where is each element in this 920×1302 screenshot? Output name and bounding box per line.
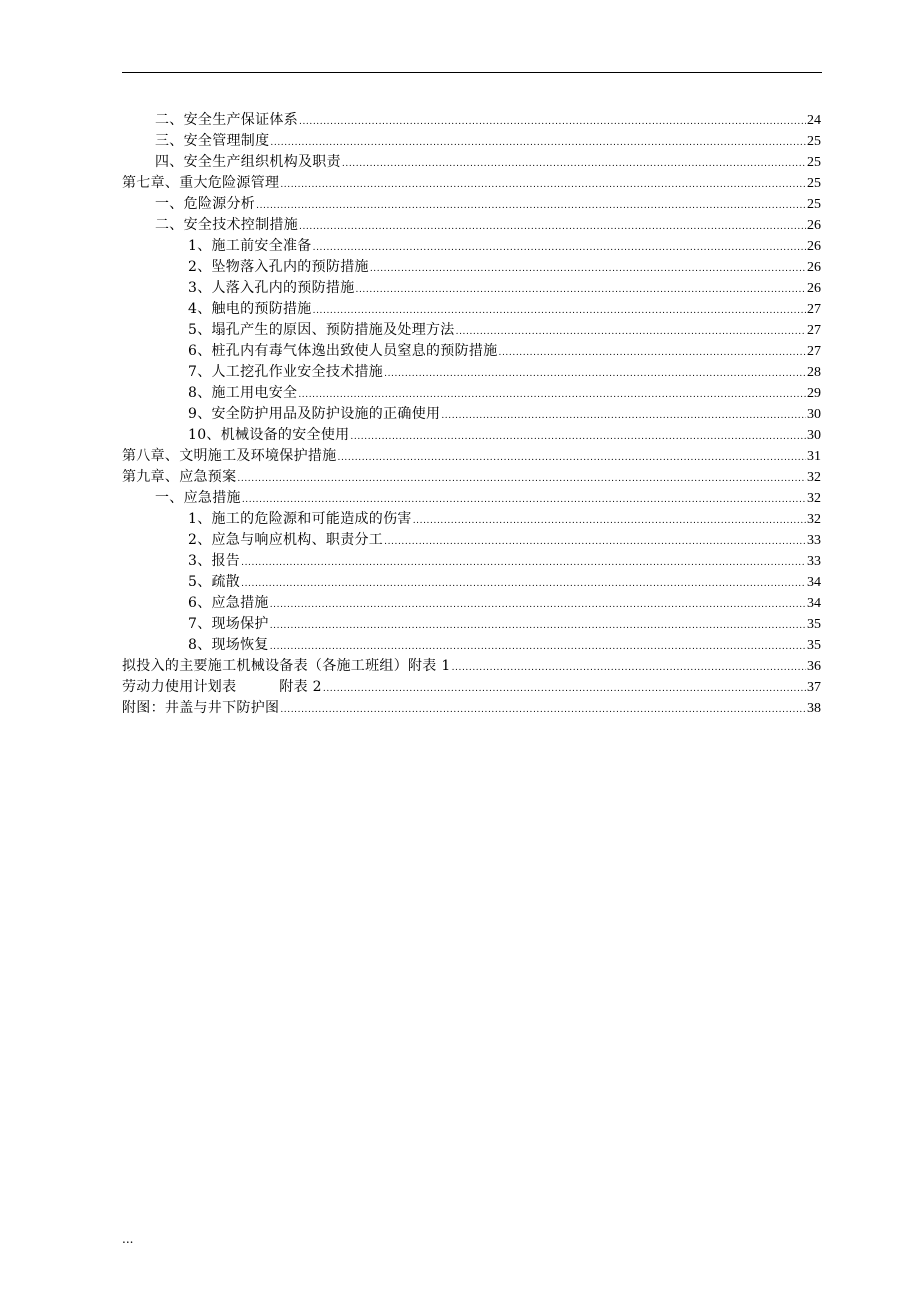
toc-dot-leader (270, 595, 806, 616)
toc-entry-page-number: 26 (807, 218, 821, 233)
table-of-contents (122, 110, 821, 719)
toc-entry-label: 5、塌孔产生的原因、预防措施及处理方法 (188, 322, 455, 338)
toc-entry-page-number: 34 (807, 575, 821, 590)
toc-entry[interactable] (122, 635, 821, 656)
toc-entry-page-number: 27 (807, 344, 821, 359)
toc-dot-leader (241, 574, 806, 595)
toc-dot-leader (242, 490, 806, 511)
toc-entry[interactable] (122, 698, 821, 719)
toc-dot-leader (323, 679, 806, 700)
toc-entry[interactable] (122, 341, 821, 362)
toc-entry[interactable] (122, 362, 821, 383)
toc-entry-page-number: 26 (807, 281, 821, 296)
toc-dot-leader (270, 616, 806, 637)
toc-dot-leader (298, 385, 806, 406)
toc-entry-page-number: 25 (807, 155, 821, 170)
toc-entry-label: 拟投入的主要施工机械设备表（各施工班组）附表 1 (122, 658, 451, 674)
toc-entry[interactable] (122, 131, 821, 152)
toc-entry-label: 1、施工的危险源和可能造成的伤害 (188, 511, 412, 527)
toc-entry[interactable] (122, 677, 821, 698)
toc-entry-label: 一、应急措施 (155, 490, 241, 506)
toc-entry[interactable] (122, 173, 821, 194)
toc-dot-leader (441, 406, 806, 427)
toc-entry[interactable] (122, 299, 821, 320)
toc-entry-label: 3、报告 (188, 553, 241, 569)
toc-entry-page-number: 33 (807, 533, 821, 548)
toc-entry-page-number: 29 (807, 386, 821, 401)
toc-dot-leader (313, 301, 806, 322)
toc-dot-leader (499, 343, 806, 364)
toc-entry-label: 4、触电的预防措施 (188, 301, 312, 317)
toc-dot-leader (280, 700, 806, 721)
toc-dot-leader (256, 196, 806, 217)
toc-entry-page-number: 35 (807, 617, 821, 632)
toc-entry-label: 9、安全防护用品及防护设施的正确使用 (188, 406, 441, 422)
toc-entry-page-number: 30 (807, 428, 821, 443)
toc-dot-leader (313, 238, 806, 259)
toc-entry-label: 一、危险源分析 (155, 196, 256, 212)
toc-entry[interactable] (122, 320, 821, 341)
toc-dot-leader (413, 511, 806, 532)
toc-entry-label: 8、施工用电安全 (188, 385, 298, 401)
toc-entry-label: 6、桩孔内有毒气体逸出致使人员窒息的预防措施 (188, 343, 498, 359)
toc-entry[interactable] (122, 236, 821, 257)
toc-dot-leader (270, 637, 806, 658)
toc-entry[interactable] (122, 509, 821, 530)
toc-entry-label: 二、安全生产保证体系 (155, 112, 298, 128)
toc-entry[interactable] (122, 383, 821, 404)
toc-entry[interactable] (122, 656, 821, 677)
toc-entry-page-number: 34 (807, 596, 821, 611)
toc-entry-label: 2、坠物落入孔内的预防措施 (188, 259, 369, 275)
toc-entry-page-number: 27 (807, 302, 821, 317)
toc-dot-leader (299, 112, 806, 133)
toc-entry-label: 劳动力使用计划表 附表 2 (122, 679, 322, 695)
toc-entry-page-number: 30 (807, 407, 821, 422)
toc-entry[interactable] (122, 488, 821, 509)
toc-entry[interactable] (122, 551, 821, 572)
toc-dot-leader (384, 532, 806, 553)
toc-dot-leader (280, 175, 806, 196)
toc-dot-leader (241, 553, 806, 574)
toc-entry-label: 第七章、重大危险源管理 (122, 175, 280, 191)
toc-entry-label: 7、人工挖孔作业安全技术措施 (188, 364, 384, 380)
toc-entry-label: 7、现场保护 (188, 616, 269, 632)
toc-entry-page-number: 38 (807, 701, 821, 716)
toc-dot-leader (456, 322, 806, 343)
toc-entry[interactable] (122, 425, 821, 446)
toc-entry-label: 附图：井盖与井下防护图 (122, 700, 280, 716)
toc-entry[interactable] (122, 194, 821, 215)
toc-entry-label: 5、疏散 (188, 574, 241, 590)
toc-entry[interactable] (122, 572, 821, 593)
toc-entry-label: 四、安全生产组织机构及职责 (155, 154, 341, 170)
toc-entry[interactable] (122, 404, 821, 425)
toc-entry-page-number: 36 (807, 659, 821, 674)
toc-entry-page-number: 24 (807, 113, 821, 128)
toc-entry-page-number: 37 (807, 680, 821, 695)
toc-dot-leader (342, 154, 806, 175)
toc-dot-leader (356, 280, 806, 301)
toc-dot-leader (370, 259, 806, 280)
toc-entry[interactable] (122, 530, 821, 551)
toc-entry[interactable] (122, 278, 821, 299)
toc-entry[interactable] (122, 152, 821, 173)
toc-entry-label: 2、应急与响应机构、职责分工 (188, 532, 384, 548)
toc-entry-label: 6、应急措施 (188, 595, 269, 611)
toc-entry-page-number: 26 (807, 239, 821, 254)
toc-entry-page-number: 25 (807, 134, 821, 149)
toc-entry[interactable] (122, 614, 821, 635)
toc-entry[interactable] (122, 257, 821, 278)
toc-entry-label: 10、机械设备的安全使用 (188, 427, 350, 443)
toc-entry-page-number: 32 (807, 470, 821, 485)
toc-entry-page-number: 32 (807, 491, 821, 506)
toc-entry-page-number: 25 (807, 176, 821, 191)
toc-entry-page-number: 35 (807, 638, 821, 653)
toc-entry-label: 第八章、文明施工及环境保护措施 (122, 448, 337, 464)
header-rule (122, 72, 822, 73)
toc-dot-leader (452, 658, 806, 679)
toc-dot-leader (384, 364, 806, 385)
toc-dot-leader (350, 427, 806, 448)
toc-entry[interactable] (122, 110, 821, 131)
toc-dot-leader (237, 469, 806, 490)
toc-entry-page-number: 32 (807, 512, 821, 527)
toc-entry[interactable] (122, 446, 821, 467)
footer-ellipsis: ... (122, 1232, 134, 1246)
toc-entry[interactable] (122, 593, 821, 614)
toc-entry-page-number: 25 (807, 197, 821, 212)
toc-entry-page-number: 33 (807, 554, 821, 569)
toc-entry[interactable] (122, 467, 821, 488)
toc-entry-label: 二、安全技术控制措施 (155, 217, 298, 233)
toc-entry-label: 三、安全管理制度 (155, 133, 270, 149)
toc-dot-leader (338, 448, 807, 469)
toc-entry-page-number: 26 (807, 260, 821, 275)
toc-dot-leader (270, 133, 806, 154)
toc-entry-label: 第九章、应急预案 (122, 469, 237, 485)
toc-entry-page-number: 28 (807, 365, 821, 380)
toc-entry-label: 1、施工前安全准备 (188, 238, 312, 254)
toc-entry[interactable] (122, 215, 821, 236)
toc-entry-label: 8、现场恢复 (188, 637, 269, 653)
toc-entry-page-number: 27 (807, 323, 821, 338)
toc-entry-label: 3、人落入孔内的预防措施 (188, 280, 355, 296)
toc-entry-page-number: 31 (807, 449, 821, 464)
toc-dot-leader (299, 217, 806, 238)
